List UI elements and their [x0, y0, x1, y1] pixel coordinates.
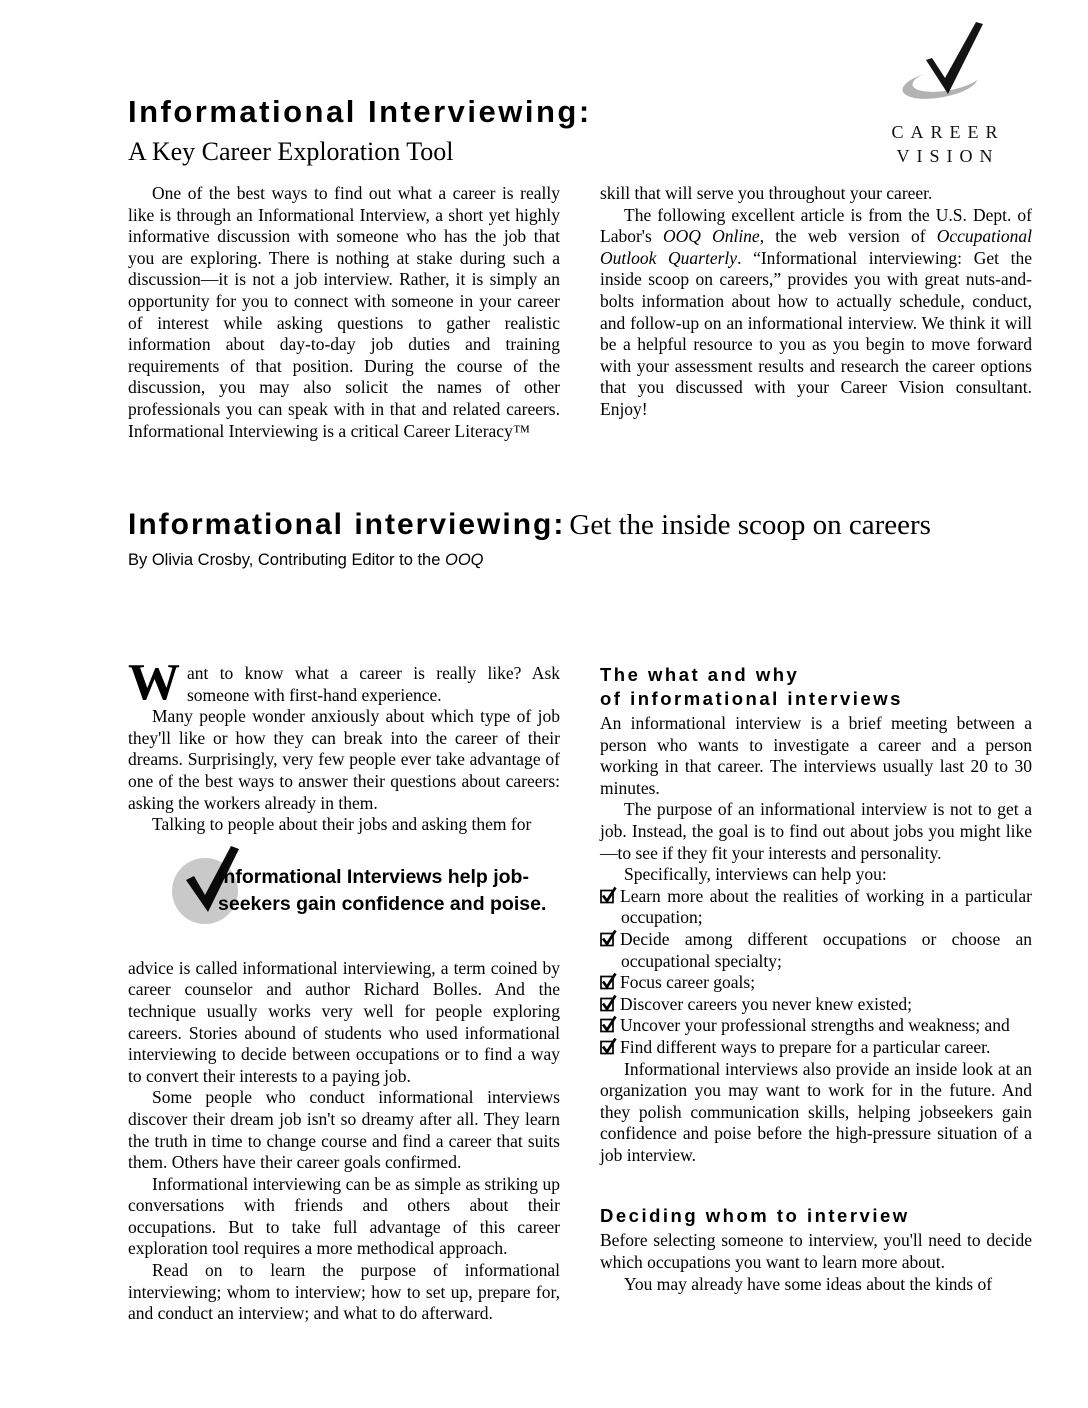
- text-run: The following excellent article is from the U.S. Dept. of Labor's: [600, 204, 1032, 247]
- career-vision-logo: [868, 22, 1028, 168]
- checklist-item: [600, 994, 1032, 1016]
- body-paragraph: [128, 654, 560, 711]
- intro-paragraph: [600, 205, 1032, 421]
- intro-left-column: [128, 183, 560, 442]
- body-paragraph: Specifically, interviews can help you:: [624, 864, 887, 885]
- benefits-checklist: [600, 886, 1032, 1059]
- heading-line: The what and why: [600, 664, 800, 685]
- body-paragraph: Talking to people about their jobs and asking them for: [152, 814, 532, 835]
- page-title: Informational Interviewing:: [128, 94, 592, 129]
- logo-text: [868, 120, 1028, 168]
- italic-run-ooq-online: OOQ Online: [662, 226, 760, 247]
- body-paragraph: An informational interview is a brief meeting between a person who wants to investigate a career and a person working in that career. The interviews usually last 20 to 30 minutes.: [600, 713, 1032, 798]
- checklist-item-text: Find different ways to prepare for a particular career.: [620, 1036, 991, 1057]
- byline: [128, 551, 1032, 570]
- body-right-column: [600, 663, 1032, 1325]
- intro-section: [128, 183, 1032, 442]
- body-paragraph: Informational interviewing can be as simple as striking up conversations with friends and others about their occupations. But to take full advantage of this career exploration tool requires a more methodical approach.: [128, 1173, 560, 1259]
- body-paragraph: Read on to learn the purpose of informational interviewing; whom to interview; how to set up, prepare for, and conduct an interview; and what to do afterward.: [128, 1260, 560, 1324]
- checked-checkbox-icon: [600, 886, 617, 904]
- text-run: , the web version of: [759, 226, 937, 247]
- body-paragraph: Informational interviews also provide an inside look at an organization you may want to work for in the future. And they polish communication skills, helping jobseekers gain confidence and poise before the high-pressure situation of a job interview.: [600, 1058, 1032, 1165]
- intro-paragraph: One of the best ways to find out what a career is really like is through an Informational Interview, a short yet highly informative discussion with someone who has the job that you are exploring. There is nothing at stake during such a discussion—it is not a job interview. Rather, it is simply an opportunity for you to connect with someone in your career of interest while asking questions to gather realistic information about day-to-day job duties and training requirements of that position. During the course of the discussion, you may also solicit the names of other professionals you can speak with in that and related careers. Informational Interviewing is a critical Career Literacy™: [128, 183, 560, 441]
- checklist-item: [600, 1037, 1032, 1059]
- article-title: [128, 508, 1032, 542]
- checked-checkbox-icon: [600, 929, 617, 947]
- checklist-item: [600, 929, 1032, 972]
- checked-checkbox-icon: [600, 972, 617, 990]
- italic-run-oo-quarterly: Occupational Outlook Quarterly: [600, 226, 1032, 268]
- text-run: ant to know what a career is really like? Ask someone with first-hand experience.: [187, 663, 560, 705]
- pull-quote: [128, 848, 560, 948]
- body-paragraph: The purpose of an informational interview is not to get a job. Instead, the goal is to find out about jobs you might like—to see if they fit your interests and personality.: [600, 799, 1032, 863]
- body-paragraph: advice is called informational interviewing, a term coined by career counselor and author Richard Bolles. And the technique usually works very well for people exploring careers. Stories abound of students who used informational interviewing to decide between occupations or to find a way to convert their interests to a paying job.: [128, 957, 560, 1086]
- logo-word-vision: VISION: [896, 146, 1000, 166]
- text-run: . “Informational interviewing: Get the inside scoop on careers,” provides you with great nuts-and-bolts information about how to actually schedule, conduct, and follow-up on an informational interview. We think it will be a helpful resource to you as you begin to move forward with your assessment results and research the career options that you discussed with your Career Vision consultant. Enjoy!: [600, 247, 1032, 419]
- body-paragraph: Before selecting someone to interview, you'll need to decide which occupations you want to learn more about.: [600, 1230, 1032, 1273]
- body-paragraph: You may already have some ideas about the kinds of: [624, 1273, 993, 1294]
- section-heading-deciding-whom: Deciding whom to interview: [600, 1205, 910, 1227]
- body-paragraph: Some people who conduct informational interviews discover their dream job isn't so dreamy after all. They learn the truth in time to change course and find a career that suits them. Others have their career goals confirmed.: [128, 1087, 560, 1173]
- article-header: [128, 508, 1032, 570]
- checked-checkbox-icon: [600, 1037, 617, 1055]
- checklist-item-text: Decide among different occupations or choose an occupational specialty;: [620, 928, 1032, 971]
- pullquote-line: Informational Interviews help job-: [218, 865, 529, 888]
- page-subtitle: A Key Career Exploration Tool: [128, 137, 454, 166]
- logo-checkmark-icon: [888, 22, 1008, 110]
- checklist-item-text: Uncover your professional strengths and weakness; and: [620, 1015, 1010, 1036]
- pullquote-text: [218, 864, 546, 918]
- checklist-item-text: Focus career goals;: [620, 972, 756, 993]
- drop-cap: W: [128, 654, 180, 711]
- body-left-column: [128, 654, 560, 1325]
- byline-text: By Olivia Crosby, Contributing Editor to the: [128, 551, 445, 569]
- checked-checkbox-icon: [600, 1015, 617, 1033]
- logo-word-career: CAREER: [891, 122, 1005, 142]
- byline-ooq: OOQ: [445, 551, 484, 569]
- pullquote-line: seekers gain confidence and poise.: [218, 892, 547, 915]
- checklist-item-text: Discover careers you never knew existed;: [620, 993, 913, 1014]
- section-heading-what-and-why: [600, 663, 1032, 711]
- article-title-bold: Informational interviewing:: [128, 508, 566, 541]
- intro-paragraph: skill that will serve you throughout your career.: [600, 183, 933, 203]
- article-body: [128, 654, 1032, 1325]
- document-header: [128, 94, 592, 167]
- checklist-item-text: Learn more about the realities of working in a particular occupation;: [620, 885, 1032, 928]
- checklist-item: [600, 1015, 1032, 1037]
- checklist-item: [600, 972, 1032, 994]
- intro-right-column: [600, 183, 1032, 442]
- article-title-serif: Get the inside scoop on careers: [569, 509, 931, 541]
- checked-checkbox-icon: [600, 994, 617, 1012]
- heading-line: of informational interviews: [600, 688, 903, 709]
- body-paragraph: Many people wonder anxiously about which type of job they'll like or how they can break into the career of their dreams. Surprisingly, very few people ever take advantage of one of the best ways to answer their questions about careers: asking the workers already in them.: [128, 706, 560, 813]
- checklist-item: [600, 886, 1032, 929]
